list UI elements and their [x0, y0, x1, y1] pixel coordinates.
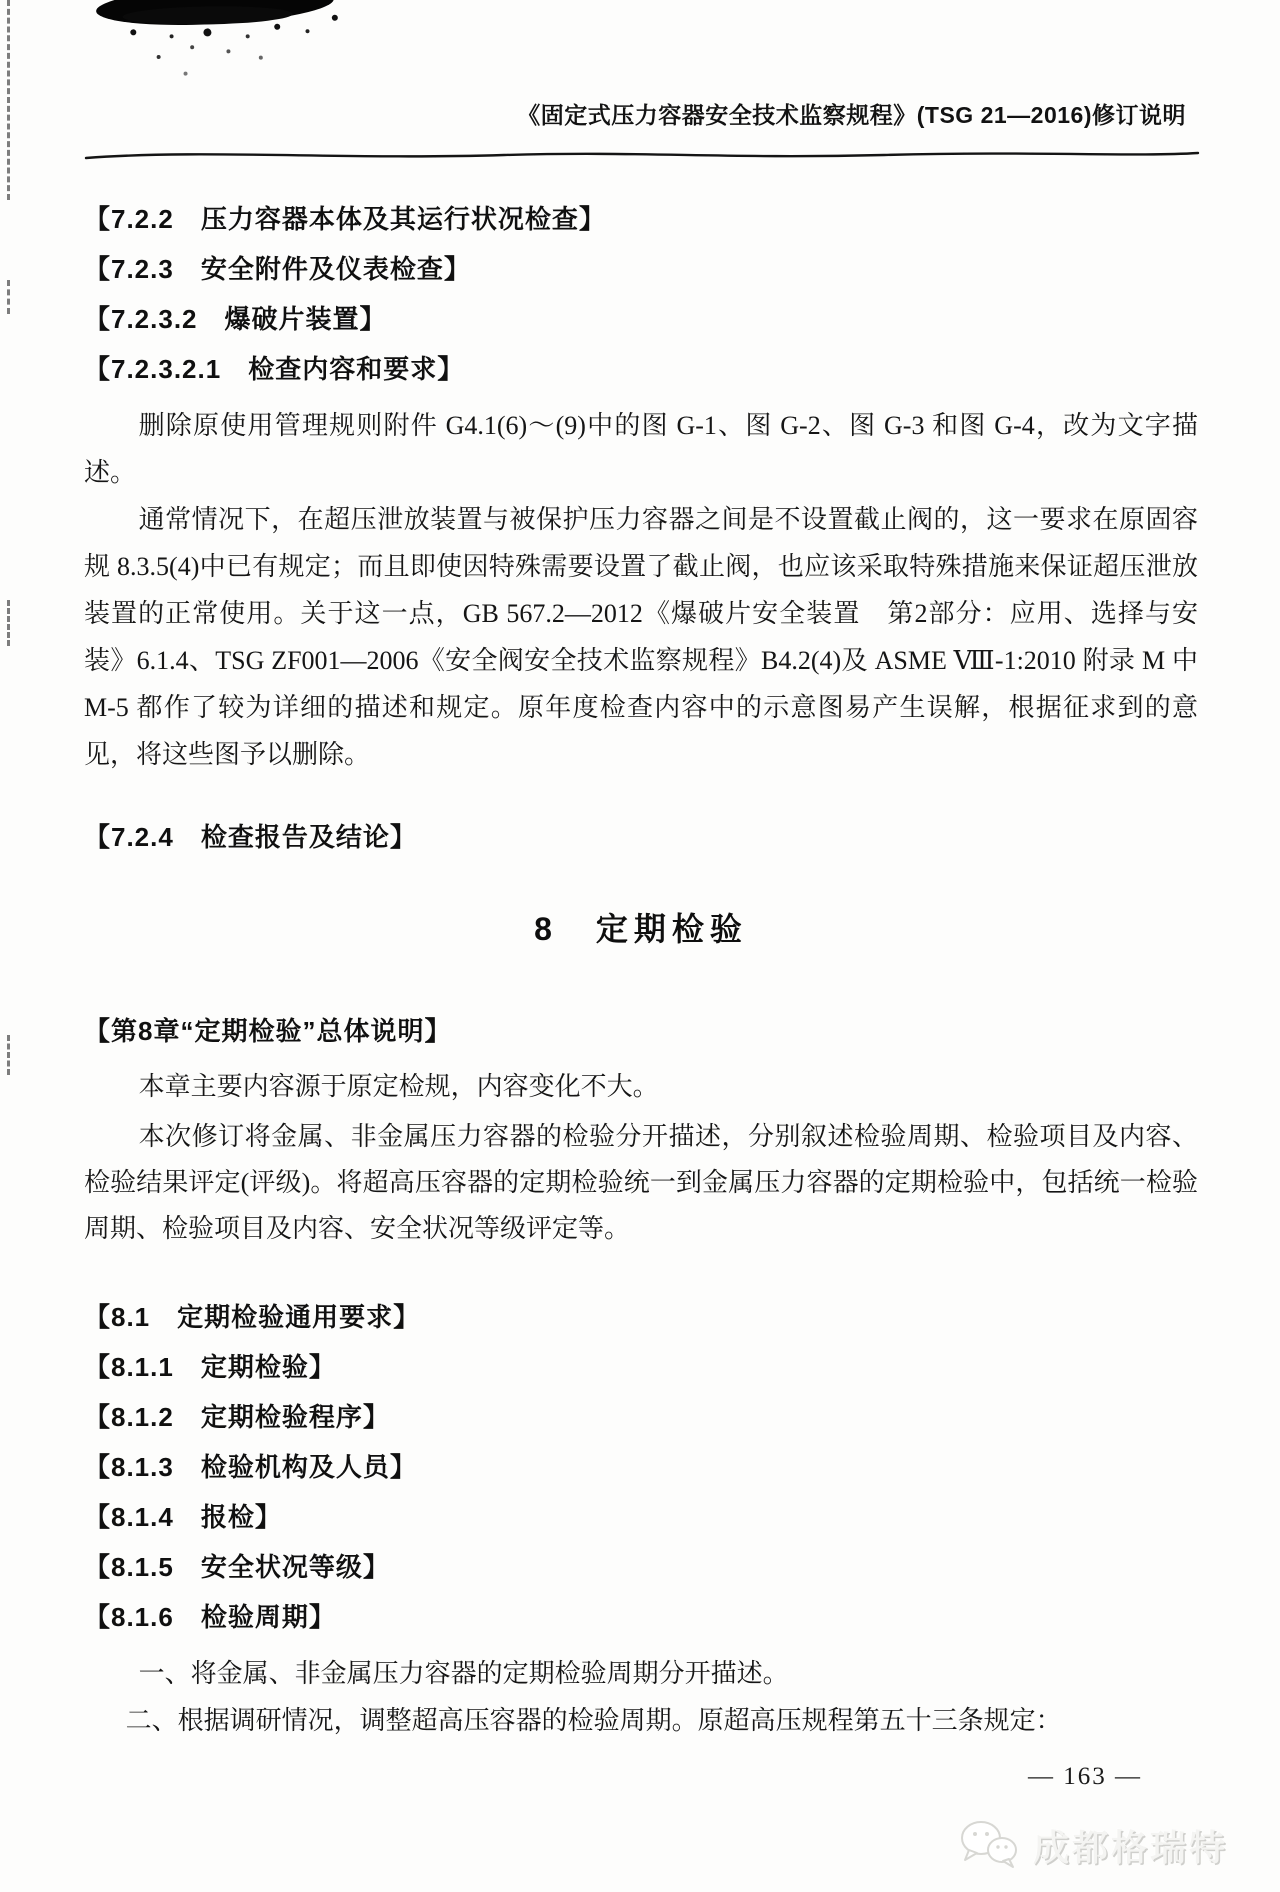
section-heading-ch8-note: 【第8章“定期检验”总体说明】 — [84, 1016, 452, 1046]
section-heading-7-2-3-2: 【7.2.3.2 爆破片装置】 — [84, 304, 387, 334]
section-heading-8-1-4: 【8.1.4 报检】 — [84, 1502, 282, 1532]
watermark — [957, 1818, 1228, 1872]
paragraph: 二、根据调研情况，调整超高压容器的检验周期。原超高压规程第五十三条规定： — [125, 1706, 1062, 1735]
paragraph: 一、将金属、非金属压力容器的定期检验周期分开描述。 — [138, 1659, 789, 1688]
section-heading-8-1-6: 【8.1.6 检验周期】 — [84, 1602, 336, 1632]
section-heading-7-2-2: 【7.2.2 压力容器本体及其运行状况检查】 — [84, 204, 606, 234]
header-rule — [84, 146, 1200, 162]
wechat-icon — [957, 1818, 1021, 1872]
paragraph: 通常情况下，在超压泄放装置与被保护压力容器之间是不设置截止阀的，这一要求在原固容规 8.3.5(4)中已有规定；而且即使因特殊需要设置了截止阀，也应该采取特殊措施来保证超压泄放装置的正常使用。关于这一点，GB 567.2—2012《爆破片安全装置 第2部分：应用、选择与安装》6.1.4、TSG ZF001—2006《安全阀安全技术监察规程》B4.2(4)及 ASME Ⅷ-1:2010 附录 M 中 M-5 都作了较为详细的描述和规定。原年度检查内容中的示意图易产生误解，根据征求到的意见，将这些图予以删除。 — [84, 505, 1198, 769]
section-heading-8-1-2: 【8.1.2 定期检验程序】 — [84, 1402, 390, 1432]
paragraph: 本章主要内容源于原定检规，内容变化不大。 — [138, 1072, 659, 1101]
section-heading-7-2-4: 【7.2.4 检查报告及结论】 — [84, 822, 417, 852]
page-number: — 163 — — [1028, 1763, 1142, 1790]
section-heading-7-2-3-2-1: 【7.2.3.2.1 检查内容和要求】 — [84, 354, 465, 384]
section-heading-8-1-5: 【8.1.5 安全状况等级】 — [84, 1552, 390, 1582]
section-heading-7-2-3: 【7.2.3 安全附件及仪表检查】 — [84, 254, 471, 284]
chapter-heading-8: 8 定期检验 — [534, 911, 748, 947]
section-heading-8-1-3: 【8.1.3 检验机构及人员】 — [84, 1452, 417, 1482]
page-header-title: 《固定式压力容器安全技术监察规程》(TSG 21—2016)修订说明 — [517, 102, 1186, 128]
section-heading-8-1-1: 【8.1.1 定期检验】 — [84, 1352, 336, 1382]
section-heading-8-1: 【8.1 定期检验通用要求】 — [84, 1302, 421, 1332]
paragraph: 本次修订将金属、非金属压力容器的检验分开描述，分别叙述检验周期、检验项目及内容、检验结果评定(评级)。将超高压容器的定期检验统一到金属压力容器的定期检验中，包括统一检验周期、检验项目及内容、安全状况等级评定等。 — [84, 1122, 1198, 1243]
paragraph: 删除原使用管理规则附件 G4.1(6)～(9)中的图 G-1、图 G-2、图 G-3 和图 G-4，改为文字描述。 — [84, 411, 1198, 487]
watermark-text: 成都格瑞特 — [1032, 1826, 1228, 1868]
